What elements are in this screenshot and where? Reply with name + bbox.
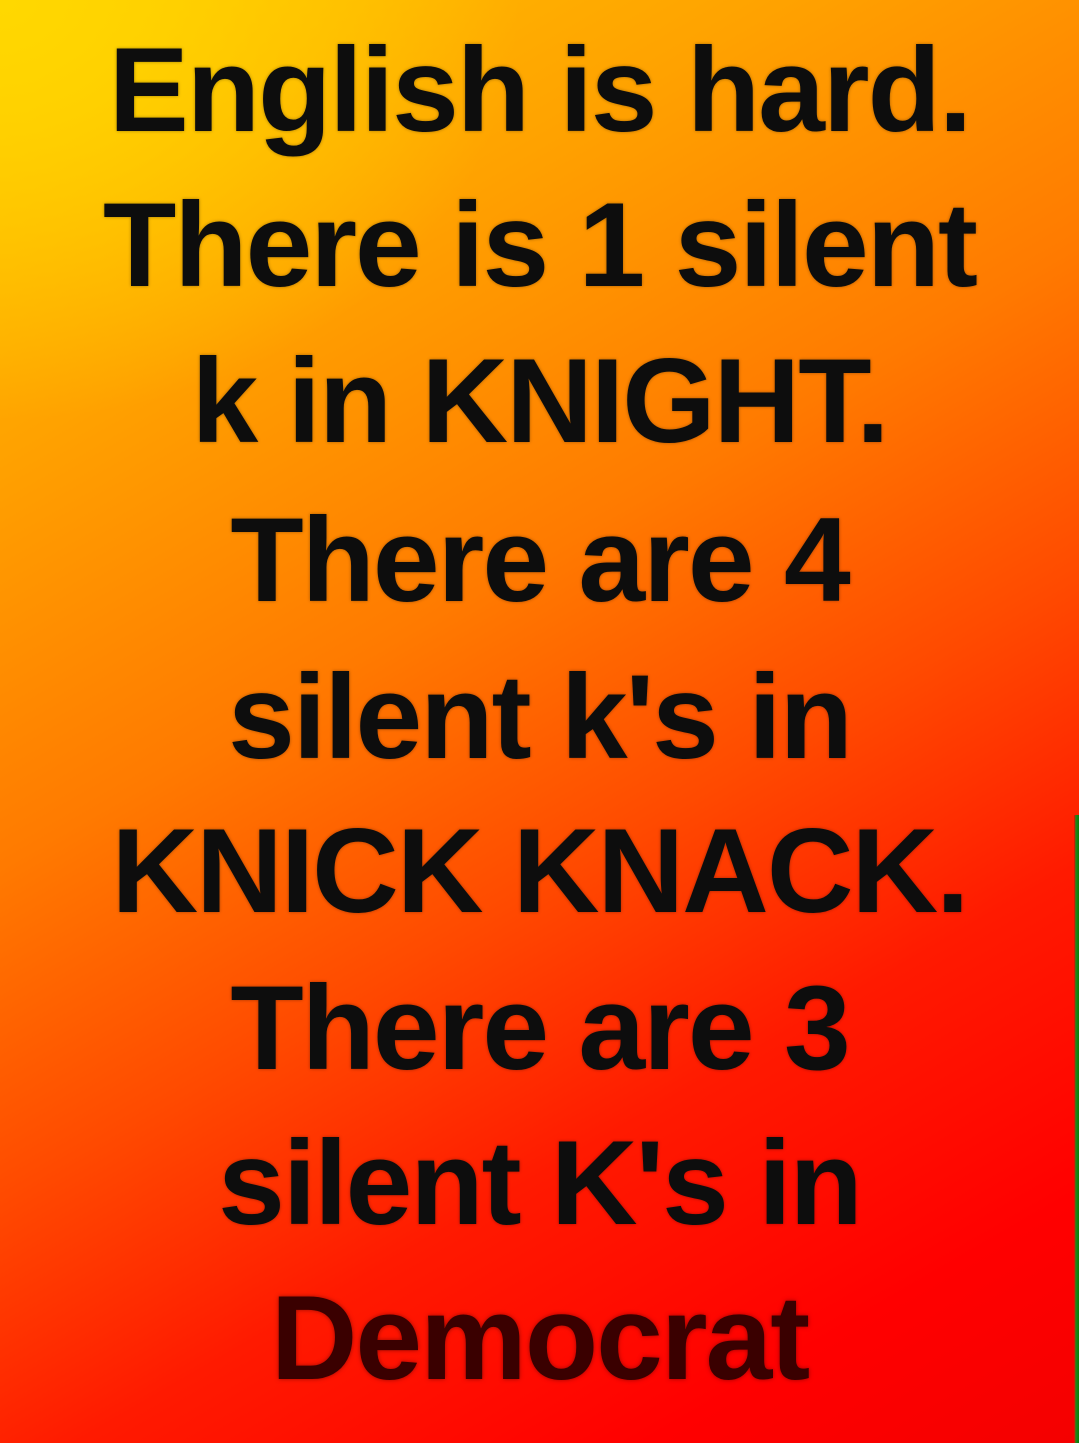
meme-line-3: k in KNIGHT. (191, 334, 888, 468)
meme-line-1: English is hard. (108, 23, 971, 157)
meme-line-5: silent k's in (228, 650, 851, 784)
edge-strip (1074, 815, 1079, 1443)
meme-line-8: silent K's in (218, 1116, 861, 1250)
meme-line-2: There is 1 silent (102, 178, 977, 312)
meme-punchline: Democrat (270, 1271, 809, 1405)
meme-line-4: There are 4 (230, 493, 849, 627)
meme-line-7: There are 3 (230, 961, 849, 1095)
meme-line-6: KNICK KNACK. (111, 804, 968, 938)
